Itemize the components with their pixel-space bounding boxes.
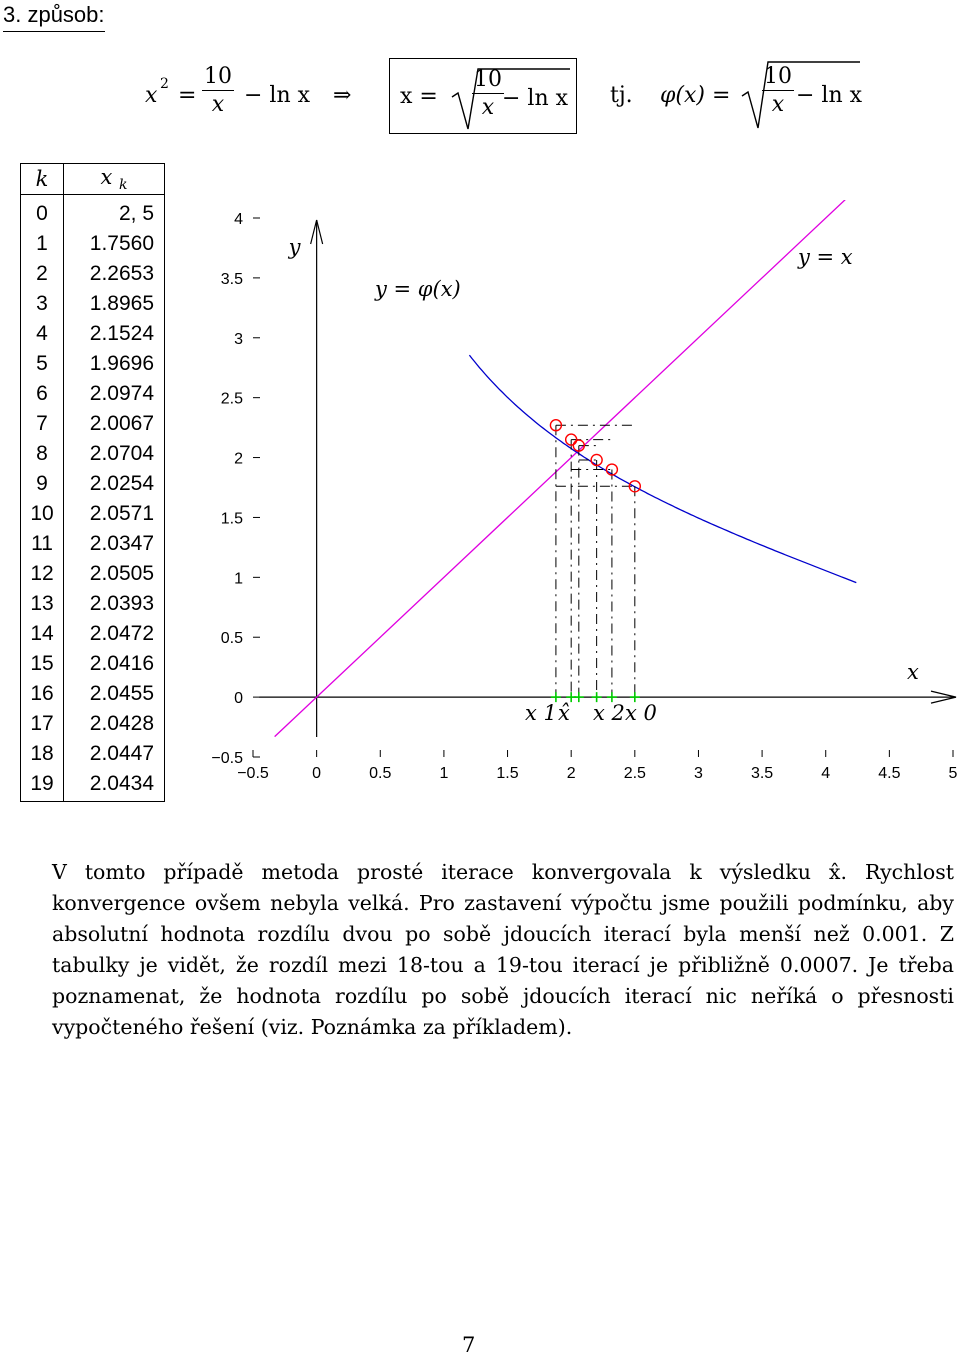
formula-equals: =	[178, 83, 197, 108]
boxed-formula	[389, 58, 577, 134]
y-axis-label: y	[288, 235, 301, 259]
y-tick-label: 1	[234, 570, 243, 588]
cell-k: 19	[21, 769, 64, 802]
x-tick-label: 3	[694, 765, 703, 782]
cell-xk: 1.8965	[64, 289, 165, 319]
table-row	[21, 499, 165, 529]
cell-xk: 1.7560	[64, 229, 165, 259]
cell-xk: 2.0505	[64, 559, 165, 589]
cell-k: 0	[21, 195, 64, 230]
iteration-table	[20, 163, 165, 802]
y-tick-label: 0.5	[220, 630, 243, 648]
x-tick-label: −0.5	[237, 765, 269, 782]
cell-xk: 2.0704	[64, 439, 165, 469]
x-tick-label: 1.5	[496, 765, 519, 782]
body-paragraph: V tomto případě metoda prosté iterace konvergovala k výsledku x̂. Rychlost konvergence ovšem nebyla velká. Pro zastavení výpočtu jsme použili podmínku, aby absolutní hodnota rozdílu dvou po sobě jdoucích iterací byla menší než 0.001. Z tabulky je vidět, že rozdíl mezi 18-tou a 19-tou iterací je přibližně 0.0007. Je třeba poznamenat, že hodnota rozdílu po sobě jdoucích iterací nic neříká o přesnosti vypočteného řešení (viz. Poznámka za příkladem).	[52, 860, 954, 1039]
cell-k: 2	[21, 259, 64, 289]
boxed-lhs: x =	[400, 84, 438, 109]
cell-k: 15	[21, 649, 64, 679]
table-row	[21, 319, 165, 349]
table-row	[21, 259, 165, 289]
cell-xk: 2.0393	[64, 589, 165, 619]
table-row	[21, 649, 165, 679]
iteration-chart	[180, 200, 960, 790]
cell-k: 18	[21, 739, 64, 769]
phi-curve-label: y = φ(x)	[375, 277, 461, 301]
boxed-fraction: $\frac{10}{x}$	[474, 67, 502, 120]
table-row	[21, 349, 165, 379]
table-row	[21, 559, 165, 589]
boxed-minus-ln: − ln x	[502, 86, 569, 111]
x-tick-label: 2.5	[623, 765, 646, 782]
cell-xk: 2.1524	[64, 319, 165, 349]
x-tick-label: 2	[566, 765, 576, 782]
x-tick-label: 3.5	[750, 765, 774, 782]
cell-k: 6	[21, 379, 64, 409]
cell-xk: 2.0571	[64, 499, 165, 529]
cell-k: 8	[21, 439, 64, 469]
cell-k: 16	[21, 679, 64, 709]
xhat-label: x̂	[558, 701, 570, 725]
page-number: 7	[462, 1333, 476, 1357]
cell-k: 1	[21, 229, 64, 259]
cell-xk: 2.0254	[64, 469, 165, 499]
cell-k: 14	[21, 619, 64, 649]
x2-label: x 2	[593, 701, 625, 725]
x1-label: x 1	[525, 701, 557, 725]
x-axis-iterate-mark	[574, 692, 584, 702]
y-tick-label: −0.5	[211, 750, 243, 767]
formula-exponent: 2	[160, 76, 169, 92]
x-tick-label: 4	[821, 765, 831, 782]
formula-row	[0, 58, 960, 138]
x-tick-label: 0.5	[369, 765, 392, 782]
x-tick-label: 4.5	[878, 765, 901, 782]
formula-fraction-1: $\frac{10}{x}$	[204, 64, 232, 117]
cell-xk: 2.0428	[64, 709, 165, 739]
cell-k: 3	[21, 289, 64, 319]
table-row	[21, 409, 165, 439]
y-tick-label: 2	[234, 450, 243, 468]
header-xk: x $_k$	[64, 164, 165, 195]
phi-lhs: φ(x) =	[660, 83, 731, 108]
cell-xk: 2.0067	[64, 409, 165, 439]
table-row	[21, 379, 165, 409]
header-k: k	[21, 164, 64, 195]
table-row	[21, 589, 165, 619]
y-tick-label: 2.5	[220, 390, 243, 408]
x-axis-label: x	[907, 660, 919, 685]
identity-line-label: y = x	[798, 245, 853, 269]
x0-label: x 0	[625, 701, 657, 725]
table-row	[21, 529, 165, 559]
table-row	[21, 769, 165, 802]
x-tick-label: 5	[948, 765, 958, 782]
cell-k: 5	[21, 349, 64, 379]
cell-xk: 2.0472	[64, 619, 165, 649]
cell-xk: 2.0974	[64, 379, 165, 409]
table-row	[21, 619, 165, 649]
cell-xk: 2.0347	[64, 529, 165, 559]
cell-xk: 2.0447	[64, 739, 165, 769]
cell-k: 4	[21, 319, 64, 349]
phi-minus-ln: − ln x	[796, 83, 863, 108]
cell-xk: 2, 5	[64, 195, 165, 230]
cell-k: 7	[21, 409, 64, 439]
cell-xk: 2.2653	[64, 259, 165, 289]
cell-k: 17	[21, 709, 64, 739]
formula-lhs: x	[145, 83, 158, 108]
cell-k: 9	[21, 469, 64, 499]
cell-xk: 2.0434	[64, 769, 165, 802]
x-tick-label: 1	[439, 765, 449, 782]
cell-xk: 1.9696	[64, 349, 165, 379]
table-row	[21, 289, 165, 319]
implies-symbol: ⇒	[333, 83, 352, 108]
cell-k: 11	[21, 529, 64, 559]
tj-label: tj.	[610, 83, 633, 108]
cell-xk: 2.0455	[64, 679, 165, 709]
table-row	[21, 195, 165, 230]
table-row	[21, 739, 165, 769]
table-row	[21, 679, 165, 709]
cell-k: 10	[21, 499, 64, 529]
y-tick-label: 0	[234, 690, 243, 708]
table-header	[21, 164, 165, 195]
cell-k: 13	[21, 589, 64, 619]
formula-minus-ln-1: − ln x	[244, 83, 311, 108]
y-tick-label: 3.5	[220, 270, 243, 288]
series-line-identity	[275, 200, 867, 737]
table-row	[21, 229, 165, 259]
section-title: 3. způsob:	[3, 2, 105, 32]
x-tick-label: 0	[312, 765, 322, 782]
y-tick-label: 3	[234, 330, 243, 348]
series-line-phi	[469, 355, 856, 582]
y-tick-label: 4	[234, 211, 243, 228]
table-row	[21, 469, 165, 499]
table-row	[21, 709, 165, 739]
cell-k: 12	[21, 559, 64, 589]
phi-fraction: $\frac{10}{x}$	[764, 64, 792, 117]
cell-xk: 2.0416	[64, 649, 165, 679]
table-row	[21, 439, 165, 469]
y-tick-label: 1.5	[220, 510, 243, 528]
